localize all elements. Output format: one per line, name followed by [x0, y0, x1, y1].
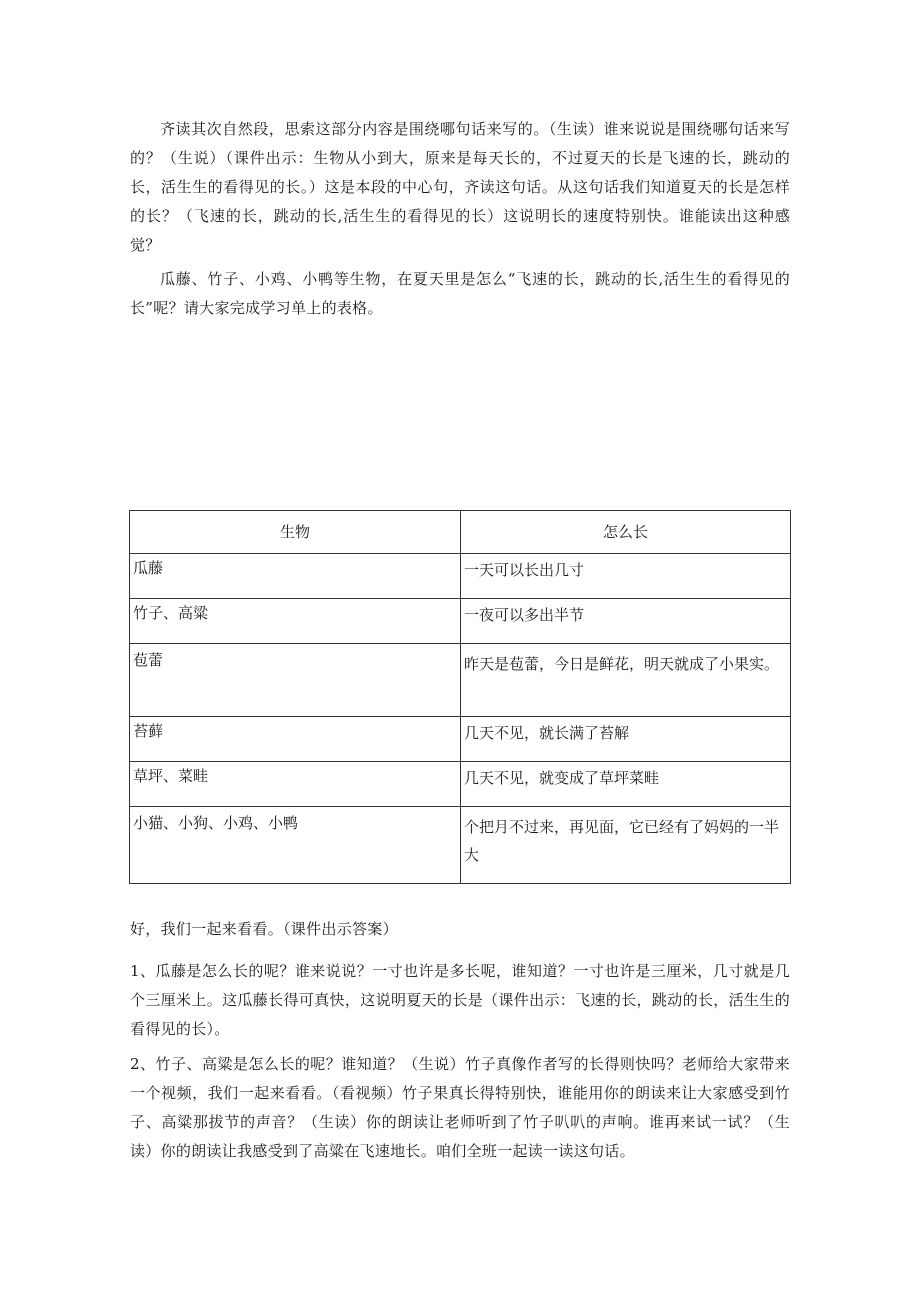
- growth-table: [129, 510, 791, 884]
- cell-growth: 一夜可以多出半节: [461, 599, 791, 644]
- cell-growth: 昨天是苞蕾，今日是鲜花，明天就成了小果实。: [461, 644, 791, 717]
- paragraph-reading-second-section: 齐读其次自然段，思索这部分内容是围绕哪句话来写的。（生读）谁来说说是围绕哪句话来写的？（生说）（课件出示：生物从小到大，原来是每天长的，不过夏天的长是飞速的长，跳动的长，活生生的看得见的长。）这是本段的中心句，齐读这句话。从这句话我们知道夏天的长是怎样的长？（飞速的长，跳动的长,活生生的看得见的长）这说明长的速度特别快。谁能读出这种感觉？: [130, 120, 790, 254]
- cell-growth: 个把月不过来，再见面，它已经有了妈妈的一半大: [461, 807, 791, 884]
- cell-organism: 苔藓: [130, 717, 461, 762]
- cell-growth: 几天不见，就变成了草坪菜畦: [461, 762, 791, 807]
- cell-organism: 竹子、高粱: [130, 599, 461, 644]
- cell-organism: 瓜藤: [130, 554, 461, 599]
- paragraph-gourd-vine: 1、瓜藤是怎么长的呢？谁来说说？一寸也许是多长呢，谁知道？一寸也许是三厘米，几寸就是几个三厘米上。这瓜藤长得可真快，这说明夏天的长是（课件出示：飞速的长，跳动的长，活生生的看得见的长）。: [130, 962, 790, 1038]
- table-row: [130, 762, 791, 807]
- header-growth: 怎么长: [461, 511, 791, 554]
- table-row: [130, 807, 791, 884]
- table-row: [130, 644, 791, 717]
- paragraph-show-answers: 好，我们一起来看看。（课件出示答案）: [130, 920, 398, 938]
- table-header-row: [130, 511, 791, 554]
- cell-growth: 几天不见，就长满了苔解: [461, 717, 791, 762]
- table-row: [130, 554, 791, 599]
- paragraph-table-instruction: 瓜藤、竹子、小鸡、小鸭等生物，在夏天里是怎么“飞速的长，跳动的长,活生生的看得见的长”呢？请大家完成学习单上的表格。: [130, 270, 790, 317]
- header-organism: 生物: [130, 511, 461, 554]
- cell-organism: 草坪、菜畦: [130, 762, 461, 807]
- table-row: [130, 599, 791, 644]
- cell-organism: 苞蕾: [130, 644, 461, 717]
- cell-organism: 小猫、小狗、小鸡、小鸭: [130, 807, 461, 884]
- paragraph-bamboo-sorghum: 2、竹子、高粱是怎么长的呢？谁知道？（生说）竹子真像作者写的长得则快吗？老师给大家带来一个视频，我们一起来看看。（看视频）竹子果真长得特别快，谁能用你的朗读来让大家感受到竹子、高粱那拔节的声音？（生读）你的朗读让老师听到了竹子叭叭的声响。谁再来试一试？（生读）你的朗读让我感受到了高粱在飞速地长。咱们全班一起读一读这句话。: [130, 1055, 790, 1160]
- table-row: [130, 717, 791, 762]
- cell-growth: 一天可以长出几寸: [461, 554, 791, 599]
